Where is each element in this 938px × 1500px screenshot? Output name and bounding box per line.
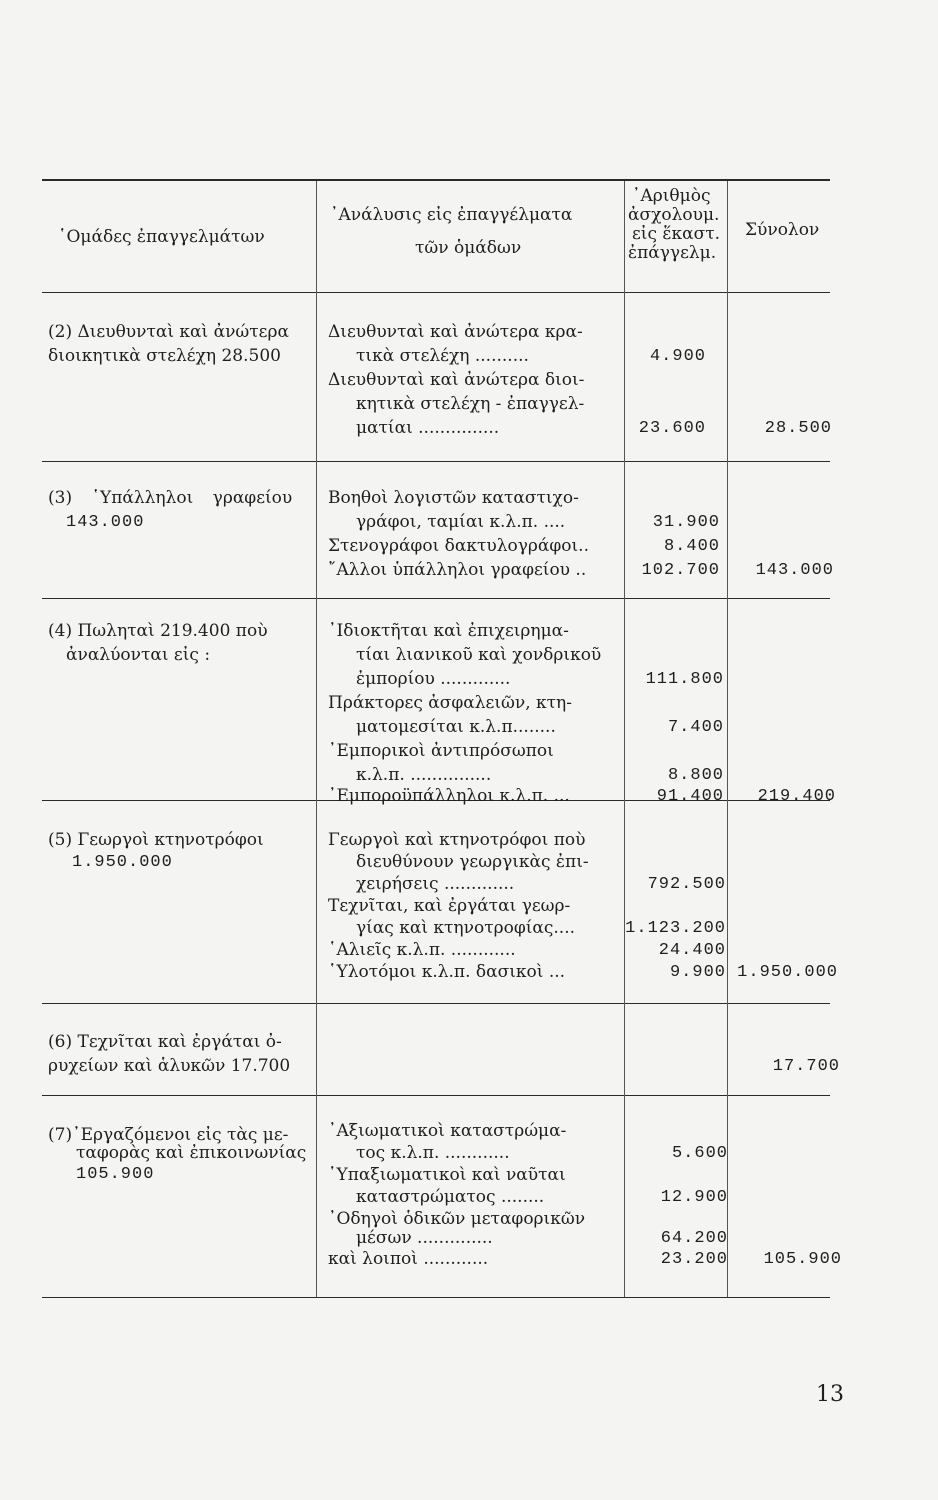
total-value: 143.000 xyxy=(755,561,834,580)
header-col-total: Σύνολον xyxy=(745,220,820,240)
analysis-line: Τεχνῖται, καὶ ἐργάται γεωρ- xyxy=(328,896,571,916)
analysis-line: ματίαι ............... xyxy=(356,418,500,438)
group-rule xyxy=(42,461,830,462)
count-value: 102.700 xyxy=(641,561,720,580)
analysis-line: ᾽Ιδιοκτῆται καὶ ἐπιχειρημα- xyxy=(328,621,569,641)
analysis-line: ᾽Εμποροϋπάλληλοι κ.λ.π. ... xyxy=(328,786,570,806)
column-divider xyxy=(624,181,625,1297)
analysis-line: ῾Υπαξιωματικοὶ καὶ ναῦται xyxy=(328,1165,566,1185)
analysis-line: Γεωργοὶ καὶ κτηνοτρόφοι ποὺ xyxy=(328,830,586,850)
analysis-line: καὶ λοιποὶ ............ xyxy=(328,1249,489,1269)
count-value: 64.200 xyxy=(660,1229,728,1248)
analysis-line: τικὰ στελέχη .......... xyxy=(356,346,529,366)
header-col-groups: ῾Ομάδες ἐπαγγελμάτων xyxy=(58,227,265,247)
analysis-line: Πράκτορες ἀσφαλειῶν, κτη- xyxy=(328,693,572,713)
group-label: (3) ῾Υπάλληλοι γραφείου xyxy=(48,488,293,508)
header-col-analysis-2: τῶν ὁμάδων xyxy=(415,238,522,258)
group-label: (6) Τεχνῖται καὶ ἐργάται ὀ- xyxy=(48,1032,282,1052)
count-value: 1.123.200 xyxy=(625,919,726,938)
analysis-line: χειρήσεις ............. xyxy=(356,874,515,894)
analysis-line: Βοηθοὶ λογιστῶν καταστιχο- xyxy=(328,488,579,508)
total-value: 17.700 xyxy=(772,1057,840,1076)
count-value: 12.900 xyxy=(660,1188,728,1207)
analysis-line: ᾽Οδηγοὶ ὁδικῶν μεταφορικῶν xyxy=(328,1209,586,1229)
group-rule xyxy=(42,1095,830,1096)
analysis-line: ῾Αλιεῖς κ.λ.π. ............ xyxy=(328,940,516,960)
count-value: 7.400 xyxy=(667,718,724,737)
count-value: 8.800 xyxy=(667,766,724,785)
analysis-line: διευθύνουν γεωργικὰς ἐπι- xyxy=(356,852,589,872)
analysis-line: Διευθυνταὶ καὶ ἀνώτερα διοι- xyxy=(328,370,585,390)
header-rule xyxy=(42,292,830,293)
count-value: 5.600 xyxy=(671,1144,728,1163)
analysis-line: ματομεσίται κ.λ.π........ xyxy=(356,717,556,737)
total-value: 28.500 xyxy=(764,419,832,438)
analysis-line: ῾Υλοτόμοι κ.λ.π. δασικοὶ ... xyxy=(328,962,566,982)
group-label: 1.950.000 xyxy=(72,853,173,872)
group-label: (2) Διευθυνταὶ καὶ ἀνώτερα xyxy=(48,322,289,342)
header-col-count-1: ᾽Αριθμὸς xyxy=(632,186,711,206)
group-label: (4) Πωληταὶ 219.400 ποὺ xyxy=(48,621,268,641)
header-col-count-2: ἀσχολουμ. xyxy=(628,205,720,225)
group-label: (7)᾽Εργαζόμενοι εἰς τὰς με- xyxy=(48,1125,289,1145)
count-value: 91.400 xyxy=(656,787,724,806)
count-value: 23.600 xyxy=(638,419,706,438)
group-label: ταφορὰς καὶ ἐπικοινωνίας xyxy=(76,1143,307,1163)
count-value: 23.200 xyxy=(660,1250,728,1269)
count-value: 792.500 xyxy=(647,875,726,894)
header-col-count-3: εἰς ἕκαστ. xyxy=(632,224,721,244)
analysis-line: τος κ.λ.π. ............ xyxy=(356,1143,510,1163)
analysis-line: ᾽Εμπορικοὶ ἀντιπρόσωποι xyxy=(328,741,554,761)
page-number: 13 xyxy=(816,1382,844,1407)
analysis-line: Στενογράφοι δακτυλογράφοι.. xyxy=(328,536,589,556)
analysis-line: γράφοι, ταμίαι κ.λ.π. .... xyxy=(356,512,566,532)
group-label: διοικητικὰ στελέχη 28.500 xyxy=(48,346,281,366)
count-value: 9.900 xyxy=(669,963,726,982)
analysis-line: τίαι λιανικοῦ καὶ χονδρικοῦ xyxy=(356,645,602,665)
total-value: 105.900 xyxy=(763,1250,842,1269)
count-value: 111.800 xyxy=(645,670,724,689)
count-value: 8.400 xyxy=(663,537,720,556)
top-rule xyxy=(42,179,830,181)
header-col-count-4: ἐπάγγελμ. xyxy=(628,243,717,263)
analysis-line: ᾽Αξιωματικοὶ καταστρώμα- xyxy=(328,1121,567,1141)
count-value: 24.400 xyxy=(658,941,726,960)
total-value: 1.950.000 xyxy=(737,963,838,982)
column-divider xyxy=(316,181,317,1297)
analysis-line: κητικὰ στελέχη - ἐπαγγελ- xyxy=(356,394,585,414)
total-value: 219.400 xyxy=(757,787,836,806)
count-value: 31.900 xyxy=(652,513,720,532)
count-value: 4.900 xyxy=(649,347,706,366)
analysis-line: κ.λ.π. ............... xyxy=(356,765,492,785)
analysis-line: Διευθυνταὶ καὶ ἀνώτερα κρα- xyxy=(328,322,583,342)
analysis-line: ῎Αλλοι ὑπάλληλοι γραφείου .. xyxy=(328,560,587,580)
header-col-analysis-1: ᾽Ανάλυσις εἰς ἐπαγγέλματα xyxy=(330,205,573,225)
column-divider xyxy=(727,181,728,1297)
analysis-line: ἐμπορίου ............. xyxy=(356,669,511,689)
group-rule xyxy=(42,598,830,599)
analysis-line: καταστρώματος ........ xyxy=(356,1187,545,1207)
bottom-rule xyxy=(42,1297,830,1298)
group-label: 105.900 xyxy=(76,1165,155,1184)
group-label: (5) Γεωργοὶ κτηνοτρόφοι xyxy=(48,830,264,850)
group-label: ἀναλύονται εἰς : xyxy=(66,645,211,665)
analysis-line: μέσων .............. xyxy=(356,1228,493,1248)
group-label: 143.000 xyxy=(66,513,145,532)
analysis-line: γίας καὶ κτηνοτροφίας.... xyxy=(356,918,576,938)
group-rule xyxy=(42,1003,830,1004)
group-label: ρυχείων καὶ ἁλυκῶν 17.700 xyxy=(48,1056,291,1076)
